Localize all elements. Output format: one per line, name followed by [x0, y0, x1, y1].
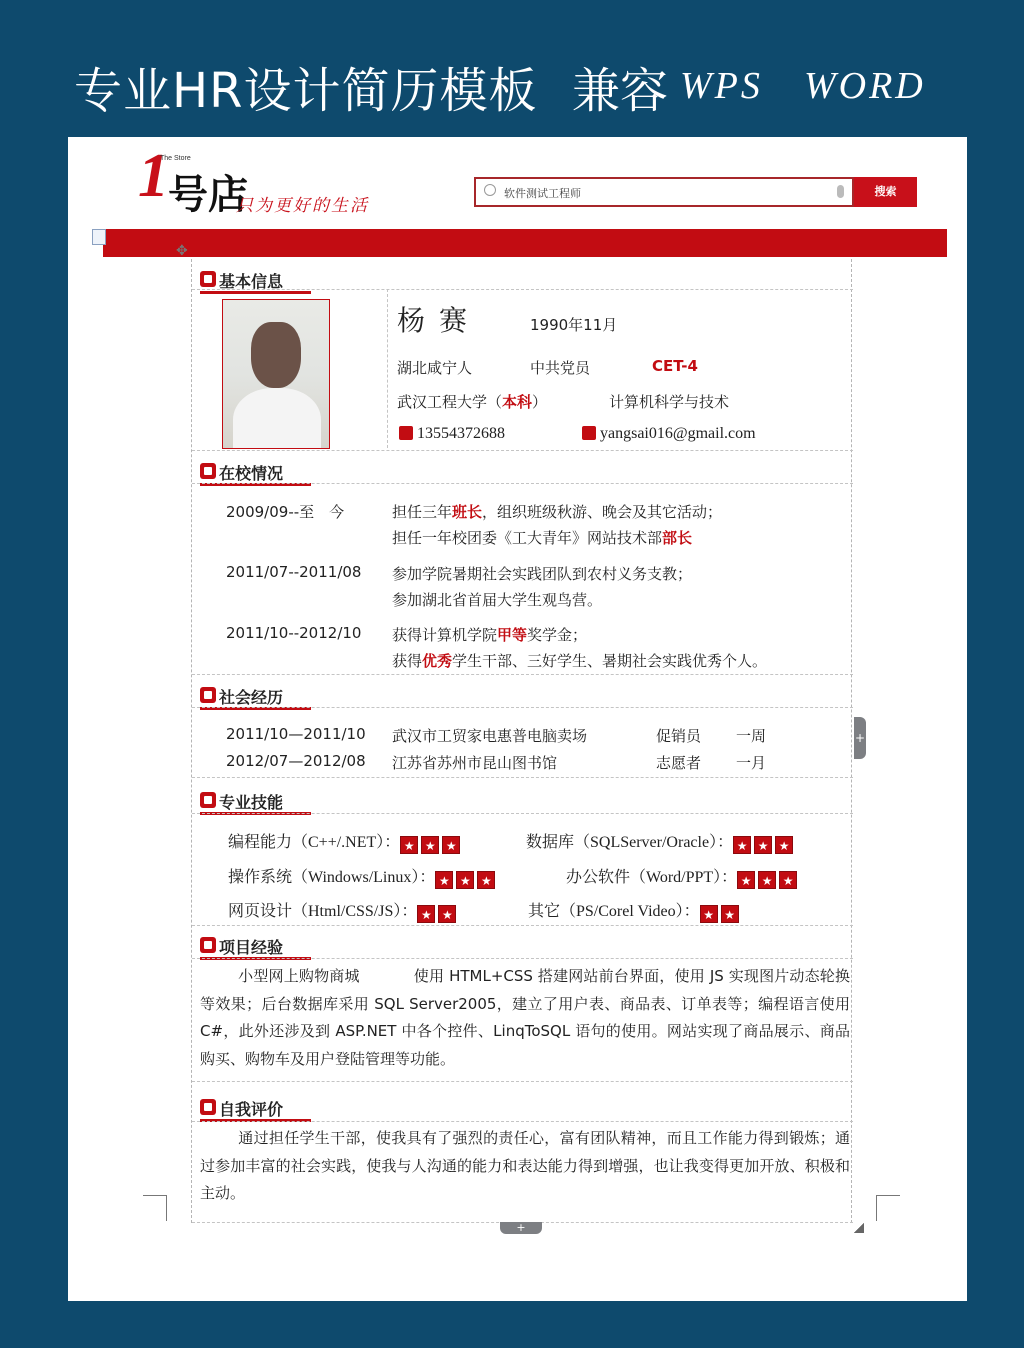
project-description [200, 963, 850, 1073]
social-duration: 一月 [736, 754, 767, 772]
divider [192, 289, 853, 290]
skill-item: 操作系统（Windows/Linux）： ★ ★ ★ [228, 864, 498, 890]
section-underline [200, 291, 311, 294]
cet-level: CET-4 [652, 357, 698, 375]
campus-line: 参加学院暑期社会实践团队到农村义务支教； [392, 565, 693, 583]
campus-line: 担任一年校团委《工大青年》网站技术部部长 [392, 529, 693, 547]
star-icon: ★ [737, 871, 755, 889]
social-date: 2011/10—2011/10 [226, 725, 366, 743]
slogan: 只为更好的生活 [236, 196, 369, 216]
star-icon: ★ [438, 905, 456, 923]
email-address[interactable]: yangsai016@gmail.com [600, 425, 756, 442]
degree: 本科 [502, 393, 533, 411]
campus-line: 获得优秀学生干部、三好学生、暑期社会实践优秀个人。 [392, 652, 768, 670]
book-icon [200, 687, 216, 703]
banner-compat: 兼容 [572, 63, 669, 119]
banner [0, 0, 1024, 137]
self-text: 通过担任学生干部，使我具有了强烈的责任心，富有团队精神，而且工作能力得到锻炼；通过参加丰富的社会实践，使我与人沟通的能力和表达能力得到增强，也让我变得更加开放、积极和主动。 [200, 1129, 850, 1202]
logo-store-text: The Store [160, 155, 191, 162]
search-button[interactable]: 搜索 [854, 177, 917, 207]
project-name: 小型网上购物商城 [238, 967, 360, 985]
home-icon [200, 271, 216, 287]
phone-icon [399, 426, 413, 440]
page-corner-mark [143, 1195, 167, 1221]
star-icon: ★ [421, 836, 439, 854]
mic-icon[interactable] [837, 185, 844, 198]
campus-date: 2009/09--至 今 [226, 503, 345, 521]
star-icon: ★ [754, 836, 772, 854]
divider [192, 813, 853, 814]
skill-item: 其它（PS/Corel Video）： ★ ★ [528, 898, 742, 924]
banner-wps: WPS [680, 65, 763, 107]
header-red-bar [103, 229, 947, 257]
school-name: 武汉工程大学（ [397, 393, 503, 411]
divider [192, 707, 853, 708]
section-title: 基本信息 [219, 272, 284, 291]
logo-number: 1 [138, 142, 169, 210]
resume-page [68, 137, 967, 1301]
document-icon [200, 937, 216, 953]
section-title: 自我评价 [219, 1100, 284, 1119]
search-input[interactable]: 软件测试工程师 [504, 187, 581, 200]
school-end: ） [532, 393, 548, 411]
divider [387, 289, 388, 448]
star-icon: ★ [700, 905, 718, 923]
school [397, 391, 547, 412]
divider [192, 1081, 853, 1082]
divider [192, 777, 853, 778]
section-title: 在校情况 [219, 464, 284, 483]
star-icon: ★ [721, 905, 739, 923]
divider [192, 483, 853, 484]
skill-item: 编程能力（C++/.NET）： ★ ★ ★ [228, 829, 463, 855]
social-role: 志愿者 [656, 754, 702, 772]
star-icon: ★ [456, 871, 474, 889]
page-corner-mark [876, 1195, 900, 1221]
social-place: 江苏省苏州市昆山图书馆 [392, 754, 558, 772]
add-row-button[interactable]: + [500, 1222, 542, 1234]
campus-line: 获得计算机学院甲等奖学金； [392, 626, 588, 644]
star-icon: ★ [442, 836, 460, 854]
move-handle-icon[interactable]: ✥ [176, 243, 188, 259]
star-icon: ★ [758, 871, 776, 889]
major: 计算机科学与技术 [609, 393, 730, 411]
calendar-icon [200, 463, 216, 479]
search-box[interactable] [474, 177, 854, 207]
star-icon: ★ [733, 836, 751, 854]
add-column-button[interactable]: + [854, 717, 866, 759]
divider [192, 1121, 853, 1122]
birth-date: 1990年11月 [530, 316, 618, 334]
section-title: 社会经历 [219, 688, 284, 707]
phone [399, 425, 505, 443]
logo-char: 号店 [168, 172, 248, 218]
skill-item: 网页设计（Html/CSS/JS）： ★ ★ [228, 898, 459, 924]
self-evaluation [200, 1125, 850, 1208]
party: 中共党员 [530, 359, 591, 377]
social-place: 武汉市工贸家电惠普电脑卖场 [392, 727, 588, 745]
section-title: 项目经验 [219, 938, 284, 957]
social-role: 促销员 [656, 727, 702, 745]
project-text: 使用 HTML+CSS 搭建网站前台界面，使用 JS 实现图片动态轮换等效果；后台数据库采用 SQL Server2005，建立了用户表、商品表、订单表等；编程语言使用 C#，此外还涉及到 ASP.NET 中各个控件、LinqToSQL 语句的使用。网站实现了商品展示、商品购买、购物车及用户登陆管理等功能。 [200, 967, 850, 1068]
banner-word: WORD [804, 65, 926, 107]
skill-item: 办公软件（Word/PPT）： ★ ★ ★ [566, 864, 800, 890]
table-resize-handle[interactable] [854, 1223, 864, 1233]
star-icon: ★ [400, 836, 418, 854]
hometown: 湖北咸宁人 [397, 359, 473, 377]
campus-line: 担任三年班长，组织班级秋游、晚会及其它活动； [392, 503, 723, 521]
profile-photo [222, 299, 330, 449]
layout-option-icon[interactable] [92, 229, 106, 245]
campus-line: 参加湖北省首届大学生观鸟营。 [392, 591, 603, 609]
star-icon: ★ [417, 905, 435, 923]
smile-icon [200, 1099, 216, 1115]
phone-number: 13554372688 [417, 425, 505, 442]
email[interactable] [582, 425, 756, 443]
social-date: 2012/07—2012/08 [226, 752, 366, 770]
campus-date: 2011/10--2012/10 [226, 624, 362, 642]
divider [192, 925, 853, 926]
star-icon: ★ [775, 836, 793, 854]
section-title: 专业技能 [219, 793, 284, 812]
star-icon: ★ [435, 871, 453, 889]
candidate-name: 杨赛 [397, 304, 482, 337]
mail-icon [582, 426, 596, 440]
divider [192, 674, 853, 675]
divider [192, 450, 853, 451]
banner-title: 专业HR设计简历模板 [74, 63, 538, 119]
star-icon: ★ [779, 871, 797, 889]
campus-date: 2011/07--2011/08 [226, 563, 362, 581]
chart-icon [200, 792, 216, 808]
star-icon: ★ [477, 871, 495, 889]
search-icon [484, 184, 496, 196]
skill-item: 数据库（SQLServer/Oracle）： ★ ★ ★ [526, 829, 796, 855]
social-duration: 一周 [736, 727, 767, 745]
resume-table [191, 259, 852, 1223]
divider [192, 958, 853, 959]
